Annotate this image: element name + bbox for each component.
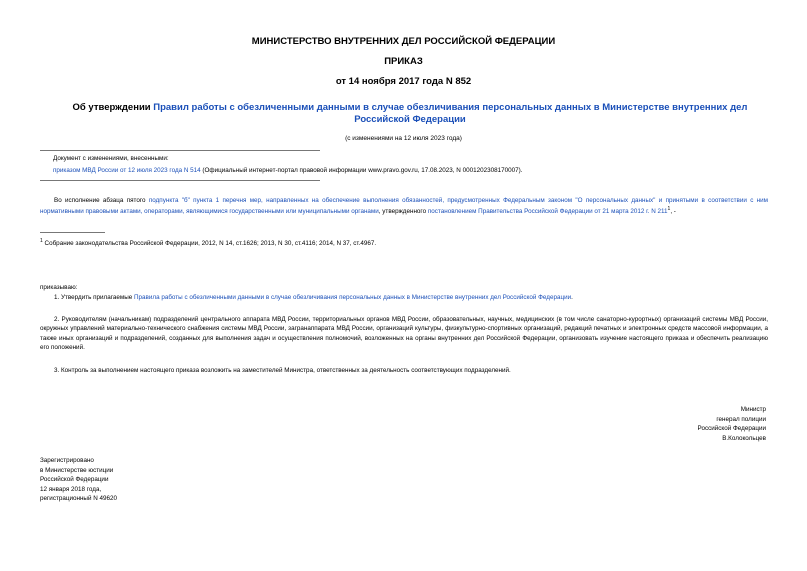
divider-bottom [40,180,320,181]
item-3: 3. Контроль за выполнением настоящего приказа возложить на заместителей Министра, ответственных за деятельность соответствующих подразделений. [54,367,511,374]
footnote-divider [40,232,105,233]
signature-block [698,405,766,443]
item-2: 2. Руководителям (начальникам) подразделений центрального аппарата МВД России, территориальных органов МВД России, образовательных, научных, медицинских (в том числе санаторно-курортных) организаций системы МВД России, окружных управлений материально-технического снабжения системы МВД России, загранаппарата МВД России, организаций культуры, физкультурно-спортивных организаций, редакций печатных и электронных средств массовой информации, а также иных организаций и подразделений, созданных для выполнения задач и осуществления полномочий, возложенных на органы внутренних дел Российской Федерации, организовать изучение настоящего приказа и обеспечить реализацию его положений. [40,316,768,351]
changes-rest: (Официальный интернет-портал правовой информации www.pravo.gov.ru, 17.08.2023, N 0001202308170007). [200,167,523,174]
item1-suffix: . [571,294,573,301]
footnote [40,237,760,248]
signature-line-4: В.Колокольцев [722,434,766,442]
footnote-text: Собрание законодательства Российской Федерации, 2012, N 14, ст.1626; 2013, N 30, ст.4116; 2014, N 37, ст.4967. [42,240,377,248]
preamble-part1: Во исполнение абзаца пятого [54,197,149,204]
title-prefix: Об утверждении [72,102,154,113]
date-number-heading: от 14 ноября 2017 года N 852 [335,76,472,87]
doc-type-heading: ПРИКАЗ [384,56,423,67]
footnote-ref: 1 [667,206,671,213]
registration-line-2: в Министерстве юстиции [40,466,114,474]
changes-label: Документ с изменениями, внесенными: [53,155,169,162]
signature-line-3: Российской Федерации [697,425,766,432]
ministry-heading: МИНИСТЕРСТВО ВНУТРЕННИХ ДЕЛ РОССИЙСКОЙ ФЕДЕРАЦИИ [251,36,556,47]
item-1 [40,293,768,302]
registration-line-4: 12 января 2018 года, [40,485,102,493]
changes-order-link[interactable]: приказом МВД России от 12 июля 2023 года N 514 [53,167,201,174]
title-rules-link[interactable]: Правил работы с обезличенными данными в случае обезличивания персональных данных в Министерстве внутренних дел Российской Федерации [153,102,748,125]
signature-line-1: Министр [740,406,766,413]
registration-line-3: Российской Федерации [40,476,109,483]
preamble-paragraph [40,196,768,217]
preamble-part2: , утвержденного [378,208,428,216]
orders-label: приказываю: [40,284,78,291]
registration-block [40,456,117,504]
preamble-part3: , - [670,208,676,216]
editions-note: (с изменениями на 12 июля 2023 года) [345,135,462,142]
document-title [70,102,750,126]
registration-line-1: Зарегистрировано [40,457,94,464]
item1-rules-link[interactable]: Правила работы с обезличенными данными в случае обезличивания персональных данных в Министерстве внутренних дел Российской Федерации [134,294,572,301]
registration-line-5: регистрационный N 49620 [40,495,118,502]
preamble-resolution-link[interactable]: постановлением Правительства Российской Федерации от 21 марта 2012 г. N 211 [427,208,668,216]
signature-line-2: генерал полиции [716,415,766,423]
item1-prefix: 1. Утвердить прилагаемые [54,294,134,301]
divider-top [40,150,320,151]
preamble-measures-link[interactable]: подпункта "б" пункта 1 перечня мер, направленных на обеспечение выполнения обязанностей, предусмотренных Федеральным законом "О персональных данных" и принятыми в соответствии с ним нормативными правовыми актами, операторами, являющимися государственными или муниципальными органами [40,197,768,216]
footnote-number: 1 [40,238,43,244]
changes-line [53,166,773,175]
